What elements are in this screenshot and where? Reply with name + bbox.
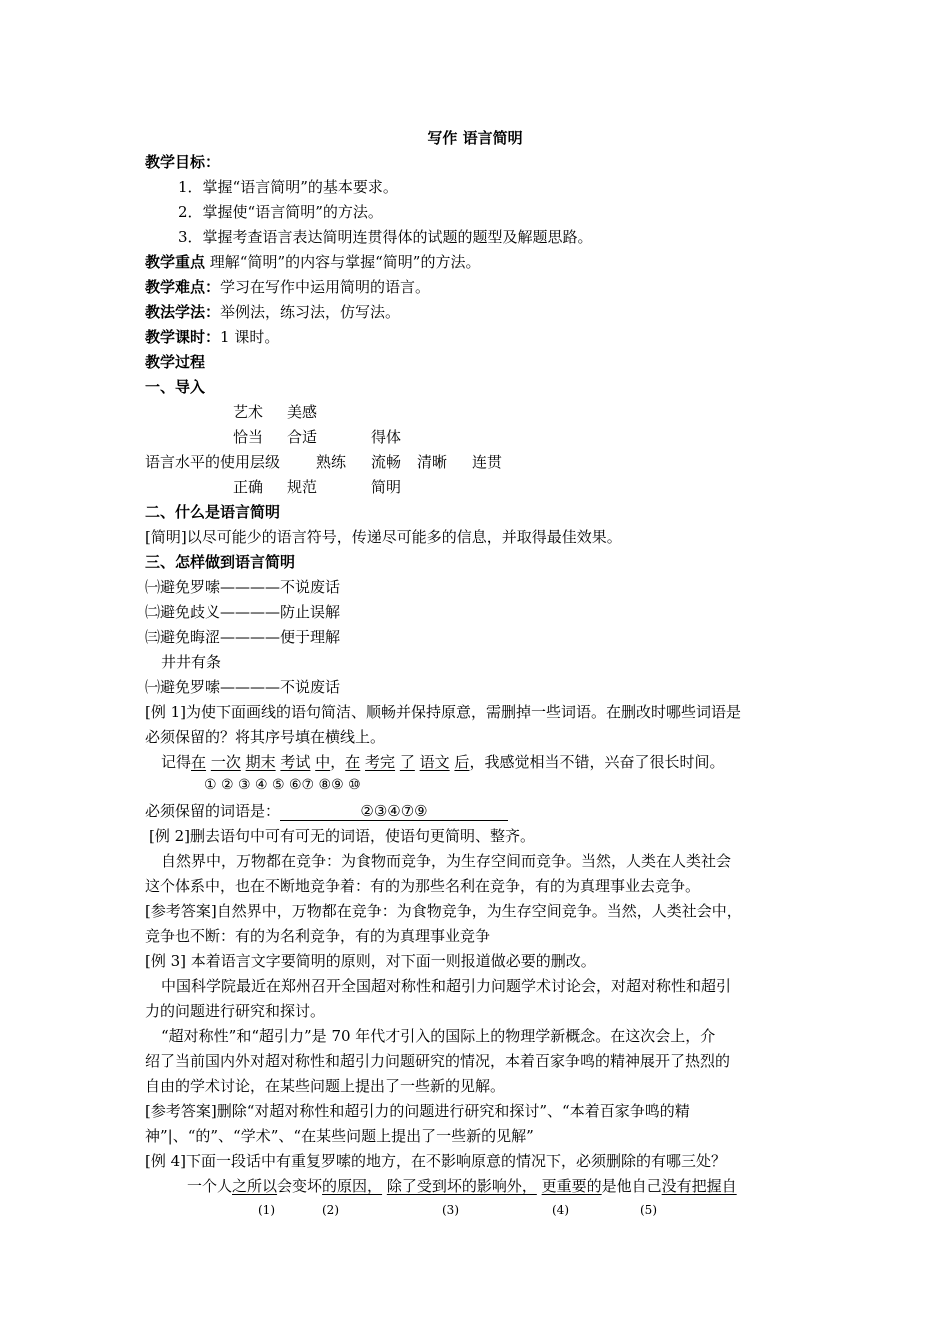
diagram-fluent: 流畅 (371, 453, 402, 471)
ex4-seg-b: 之所以 (232, 1177, 278, 1195)
section3-heading: 三、怎样做到语言简明 (145, 553, 296, 571)
answer-label: 必须保留的词语是： (145, 802, 281, 820)
difficulty-label: 教学难点： (145, 278, 221, 296)
diagram-correct: 正确 (233, 478, 264, 496)
diagram-suitable: 合适 (287, 428, 318, 446)
ex4-seg-c: 会变坏 (277, 1177, 323, 1195)
example3-p2-3: 自由的学术讨论，在某些问题上提出了一些新的见解。 (145, 1077, 506, 1095)
example3-p2-2: 绍了当前国内外对超对称性和超引力问题研究的情况，本着百家争鸣的精神展开了热烈的 (145, 1052, 731, 1070)
example2-text-2: 这个体系中，也在不断地竞争着：有的为那些名利在竞争，有的为真理事业去竞争。 (145, 877, 701, 895)
hours-text: 1 课时。 (220, 328, 280, 346)
objective-item-3: 3．掌握考查语言表达简明连贯得体的试题的题型及解题思路。 (178, 228, 593, 246)
ex4-seg-d: 的原因， (322, 1177, 383, 1195)
diagram-art: 艺术 (233, 403, 264, 421)
example3-p2-1: “超对称性”和“超引力”是 70 年代才引入的国际上的物理学新概念。在这次会上，介 (161, 1027, 716, 1045)
segment-9: 语文 (419, 753, 450, 771)
example1-sentence (161, 752, 724, 772)
ex4-number-1: (1) (258, 1203, 275, 1217)
section2-definition: [简明]以尽可能少的语言符号，传递尽可能多的信息，并取得最佳效果。 (145, 528, 622, 546)
difficulty-line (145, 277, 430, 297)
example3-answer-1: [参考答案]删除“对超对称性和超引力的问题进行研究和探讨”、“本着百家争鸣的精 (145, 1102, 690, 1120)
example3-p1-2: 力的问题进行研究和探讨。 (145, 1002, 326, 1020)
answer-blank: ②③④⑦⑨ (280, 802, 508, 821)
example2-answer-2: 竞争也不断：有的为名利竞争，有的为真理事业竞争 (145, 927, 491, 945)
ex4-number-5: (5) (640, 1203, 657, 1217)
segment-5: 中 (315, 753, 331, 771)
focus-text: 理解“简明”的内容与掌握“简明”的方法。 (205, 253, 481, 271)
method-item-2: ㈡避免歧义————防止误解 (145, 603, 341, 621)
diagram-standard: 规范 (287, 478, 318, 496)
example2-prompt: [例 2]删去语句中可有可无的词语，使语句更简明、整齐。 (149, 827, 536, 845)
diagram-beauty: 美感 (287, 403, 318, 421)
focus-label: 教学重点 (145, 253, 206, 271)
subsection1-heading: ㈠避免罗嗦————不说废话 (145, 678, 341, 696)
ex4-seg-f: 更重要的 (541, 1177, 602, 1195)
orderly-note: 井井有条 (161, 653, 222, 671)
objective-item-1: 1．掌握“语言简明”的基本要求。 (178, 178, 398, 196)
methods-text: 举例法，练习法，仿写法。 (220, 303, 401, 321)
segment-10: 后 (454, 753, 470, 771)
difficulty-text: 学习在写作中运用简明的语言。 (220, 278, 431, 296)
sentence-start: 记得 (161, 753, 192, 771)
diagram-skilled: 熟练 (316, 453, 347, 471)
example1-numbers: ① ② ③ ④ ⑤ ⑥⑦ ⑧⑨ ⑩ (204, 777, 361, 793)
example4-sentence (187, 1176, 737, 1196)
process-heading: 教学过程 (145, 353, 206, 371)
example1-answer-line (145, 801, 508, 821)
ex4-seg-e: 除了受到坏的影响外， (386, 1177, 537, 1195)
ex4-seg-h: 没有把握自 (661, 1177, 737, 1195)
diagram-levels-label: 语言水平的使用层级 (145, 453, 281, 471)
diagram-clear: 清晰 (417, 453, 448, 471)
segment-comma: ， (330, 753, 346, 771)
hours-line (145, 327, 279, 347)
method-item-1: ㈠避免罗嗦————不说废话 (145, 578, 341, 596)
ex4-number-2: (2) (322, 1203, 339, 1217)
segment-4: 考试 (280, 753, 311, 771)
example3-p1-1: 中国科学院最近在郑州召开全国超对称性和超引力问题学术讨论会，对超对称性和超引 (161, 977, 732, 995)
sentence-end: ，我感觉相当不错，兴奋了很长时间。 (469, 753, 725, 771)
segment-6: 在 (345, 753, 361, 771)
ex4-number-4: (4) (552, 1203, 569, 1217)
segment-1: 在 (191, 753, 207, 771)
example1-prompt-1: [例 1]为使下面画线的语句简洁、顺畅并保持原意，需删掉一些词语。在删改时哪些词语是 (145, 703, 742, 721)
segment-8: 了 (399, 753, 415, 771)
ex4-number-3: (3) (442, 1203, 459, 1217)
focus-line (145, 252, 480, 272)
diagram-apt: 恰当 (233, 428, 264, 446)
diagram-concise: 简明 (371, 478, 402, 496)
segment-3: 期末 (245, 753, 276, 771)
objective-item-2: 2．掌握使“语言简明”的方法。 (178, 203, 383, 221)
diagram-coherent: 连贯 (472, 453, 503, 471)
example3-prompt: [例 3] 本着语言文字要简明的原则，对下面一则报道做必要的删改。 (145, 952, 596, 970)
example4-prompt: [例 4]下面一段话中有重复罗嗦的地方，在不影响原意的情况下，必须删除的有哪三处？ (145, 1152, 727, 1170)
objectives-heading: 教学目标： (145, 153, 221, 171)
example2-answer-1: [参考答案]自然界中，万物都在竞争：为食物竞争，为生存空间竞争。当然，人类社会中， (145, 902, 742, 920)
example1-prompt-2: 必须保留的？将其序号填在横线上。 (145, 728, 386, 746)
segment-7: 考完 (365, 753, 396, 771)
diagram-decent: 得体 (371, 428, 402, 446)
ex4-seg-a: 一个人 (187, 1177, 233, 1195)
example2-text-1: 自然界中，万物都在竞争：为食物而竞争，为生存空间而竞争。当然，人类在人类社会 (161, 852, 732, 870)
section2-heading: 二、什么是语言简明 (145, 503, 281, 521)
methods-label: 教法学法： (145, 303, 221, 321)
hours-label: 教学课时： (145, 328, 221, 346)
methods-line (145, 302, 400, 322)
example3-answer-2: 神”|、“的”、“学术”、“在某些问题上提出了一些新的见解” (145, 1127, 534, 1145)
segment-2: 一次 (210, 753, 241, 771)
section1-heading: 一、导入 (145, 378, 206, 396)
page-title: 写作 语言简明 (427, 129, 523, 147)
ex4-seg-g: 是他自己 (601, 1177, 662, 1195)
method-item-3: ㈢避免晦涩————便于理解 (145, 628, 341, 646)
